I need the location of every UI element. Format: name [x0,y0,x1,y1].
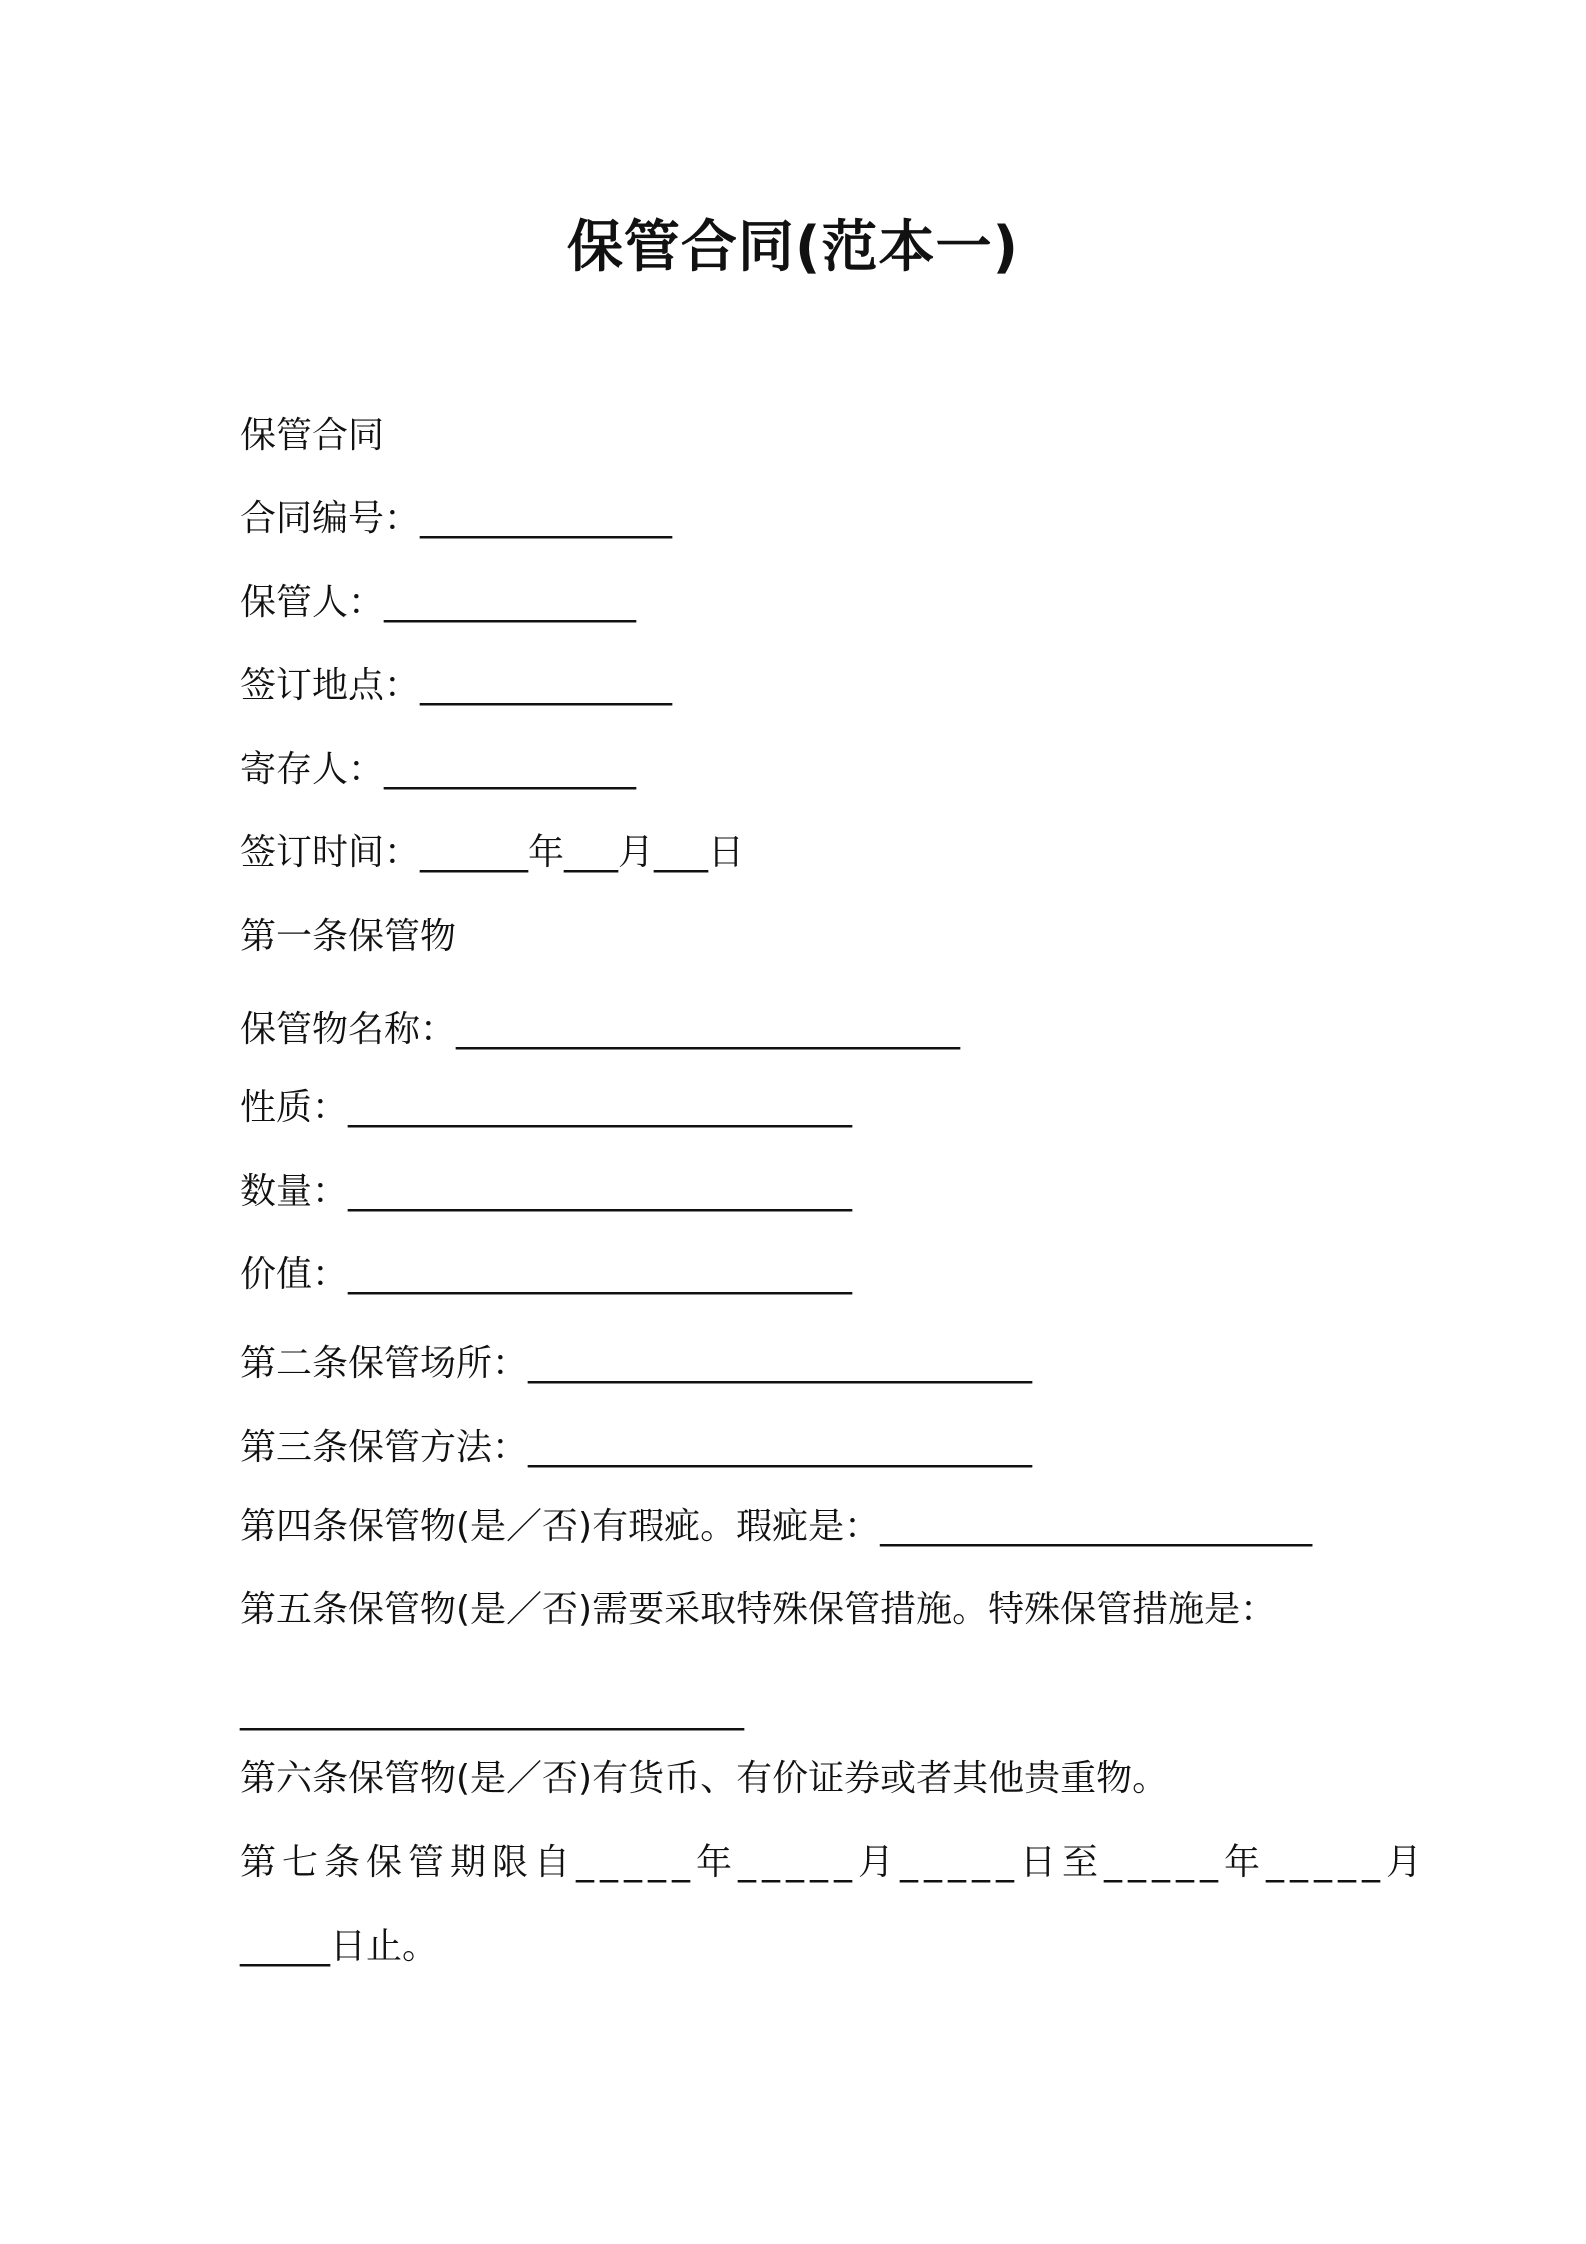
article-5-blank: ____________________________ [240,1690,744,1731]
quantity-field: 数量：____________________________ [240,1171,853,1212]
document-title: 保管合同(范本一) [566,215,1020,280]
value-field: 价值：____________________________ [240,1254,853,1295]
custodian-field: 保管人：______________ [240,582,637,623]
article-4-defects: 第四条保管物(是／否)有瑕疵。瑕疵是：________________________ [240,1506,1313,1547]
article-2-storage-place: 第二条保管场所：____________________________ [240,1343,1033,1384]
article-7-term: 第七条保管期限自_____年_____月_____日至_____年_____月 [240,1842,1429,1883]
article-1-heading: 第一条保管物 [240,916,457,957]
article-7-term-end: _____日止。 [240,1926,439,1967]
signing-date-field: 签订时间：______年___月___日 [240,832,745,873]
depositor-field: 寄存人：______________ [240,749,637,790]
item-name-field: 保管物名称：____________________________ [240,1009,961,1050]
contract-heading: 保管合同 [240,415,385,456]
contract-number-field: 合同编号：______________ [240,498,673,539]
article-6-valuables: 第六条保管物(是／否)有货币、有价证券或者其他贵重物。 [240,1758,1169,1799]
signing-place-field: 签订地点：______________ [240,665,673,706]
article-5-special-measures: 第五条保管物(是／否)需要采取特殊保管措施。特殊保管措施是： [240,1589,1277,1630]
article-3-storage-method: 第三条保管方法：____________________________ [240,1427,1033,1468]
nature-field: 性质：____________________________ [240,1087,853,1128]
